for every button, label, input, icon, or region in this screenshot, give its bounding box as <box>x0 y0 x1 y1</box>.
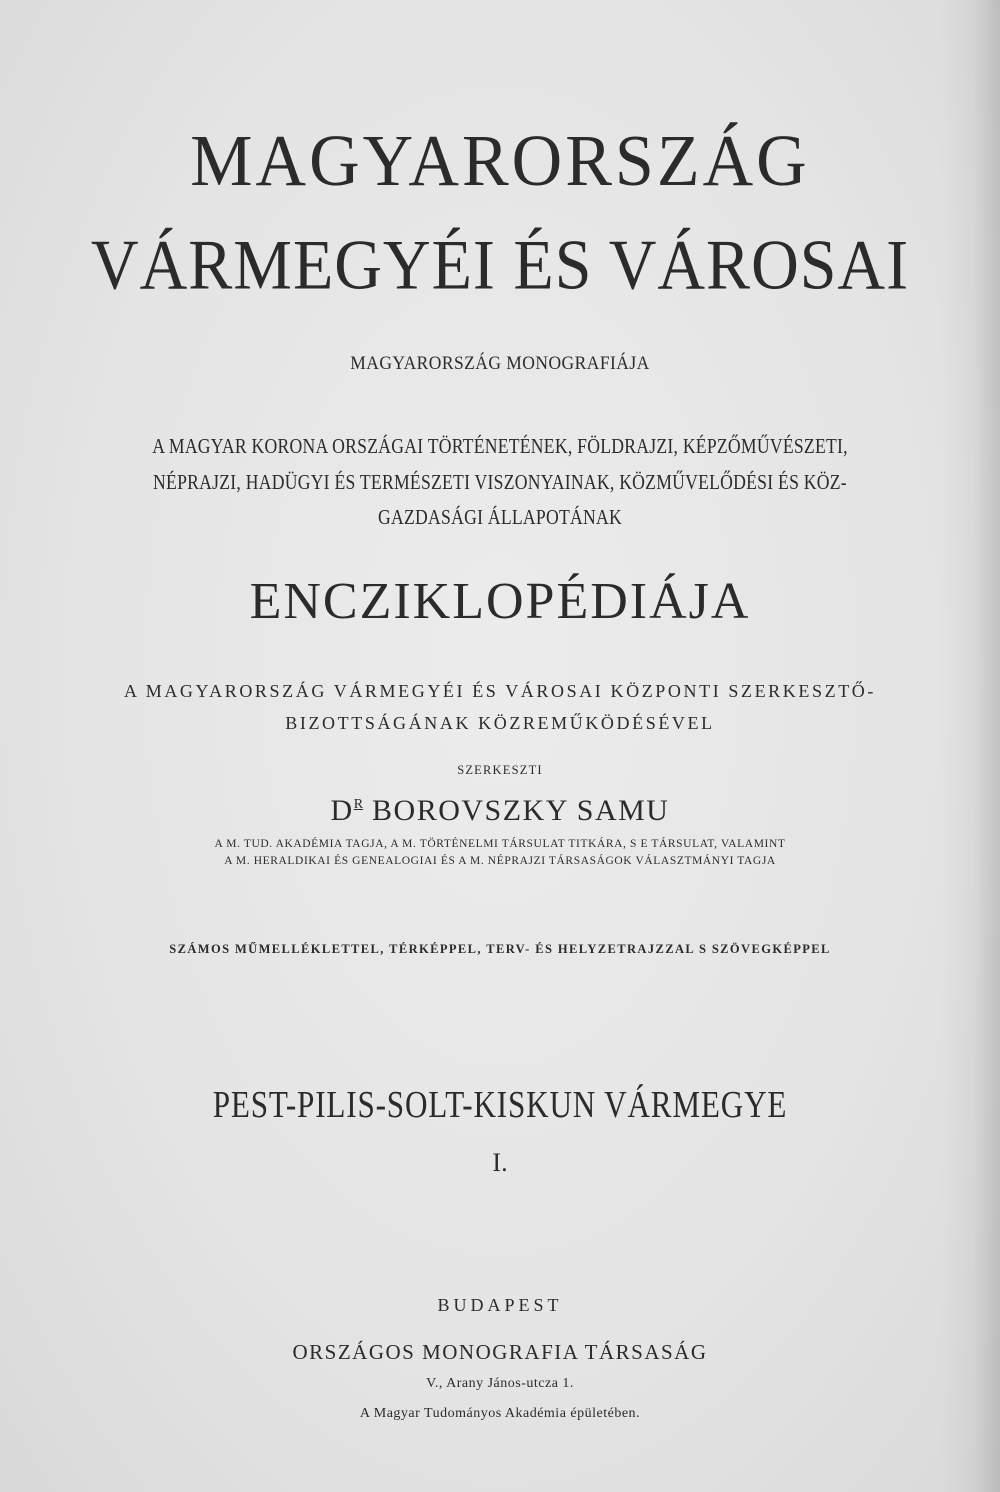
encyclopedia-heading: ENCZIKLOPÉDIÁJA <box>249 573 751 630</box>
imprint-publisher: ORSZÁGOS MONOGRAFIA TÁRSASÁG <box>292 1340 708 1364</box>
editor-prefix-superscript: R <box>353 797 364 812</box>
volume-number: I. <box>492 1148 508 1177</box>
editor-prefix: D <box>330 794 354 827</box>
description-line-2: NÉPRAJZI, HADÜGYI ÉS TERMÉSZETI VISZONYAINAK, KÖZMŰVELŐDÉSI ÉS KÖZ- <box>153 470 847 494</box>
description-line-1: A MAGYAR KORONA ORSZÁGAI TÖRTÉNETÉNEK, FÖLDRAJZI, KÉPZŐMŰVÉSZETI, <box>152 434 848 458</box>
spine-shadow <box>940 0 1000 1492</box>
subtitle: MAGYARORSZÁG MONOGRAFIÁJA <box>350 353 650 374</box>
county-title: PEST-PILIS-SOLT-KISKUN VÁRMEGYE <box>212 1084 788 1126</box>
imprint-building: A Magyar Tudományos Akadémia épületében. <box>359 1406 641 1421</box>
edited-by-label: SZERKESZTI <box>457 763 543 777</box>
editor-affiliation-line-2: A M. HERALDIKAI ÉS GENEALOGIAI ÉS A M. NÉPRAJZI TÁRSASÁGOK VÁLASZTMÁNYI TAGJA <box>224 855 776 867</box>
imprint-address: V., Arany János-utcza 1. <box>426 1376 574 1391</box>
editor-name: BOROVSZKY SAMU <box>372 794 670 827</box>
cooperation-line-2: BIZOTTSÁGÁNAK KÖZREMŰKÖDÉSÉVEL <box>285 713 715 733</box>
imprint-city: BUDAPEST <box>437 1295 563 1315</box>
illustrations-note: SZÁMOS MŰMELLÉKLETTEL, TÉRKÉPPEL, TERV- ÉS HELYZETRAJZZAL S SZÖVEGKÉPPEL <box>169 942 831 956</box>
editor-affiliation-line-1: A M. TUD. AKADÉMIA TAGJA, A M. TÖRTÉNELMI TÁRSULAT TITKÁRA, S E TÁRSULAT, VALAMINT <box>214 838 786 850</box>
description-line-3: GAZDASÁGI ÁLLAPOTÁNAK <box>378 505 622 529</box>
main-title-line-1: MAGYARORSZÁG <box>190 121 810 202</box>
main-title-line-2: VÁRMEGYÉI ÉS VÁROSAI <box>90 226 910 305</box>
cooperation-line-1: A MAGYARORSZÁG VÁRMEGYÉI ÉS VÁROSAI KÖZPONTI SZERKESZTŐ- <box>124 681 876 701</box>
editor-name-line <box>0 794 1000 828</box>
